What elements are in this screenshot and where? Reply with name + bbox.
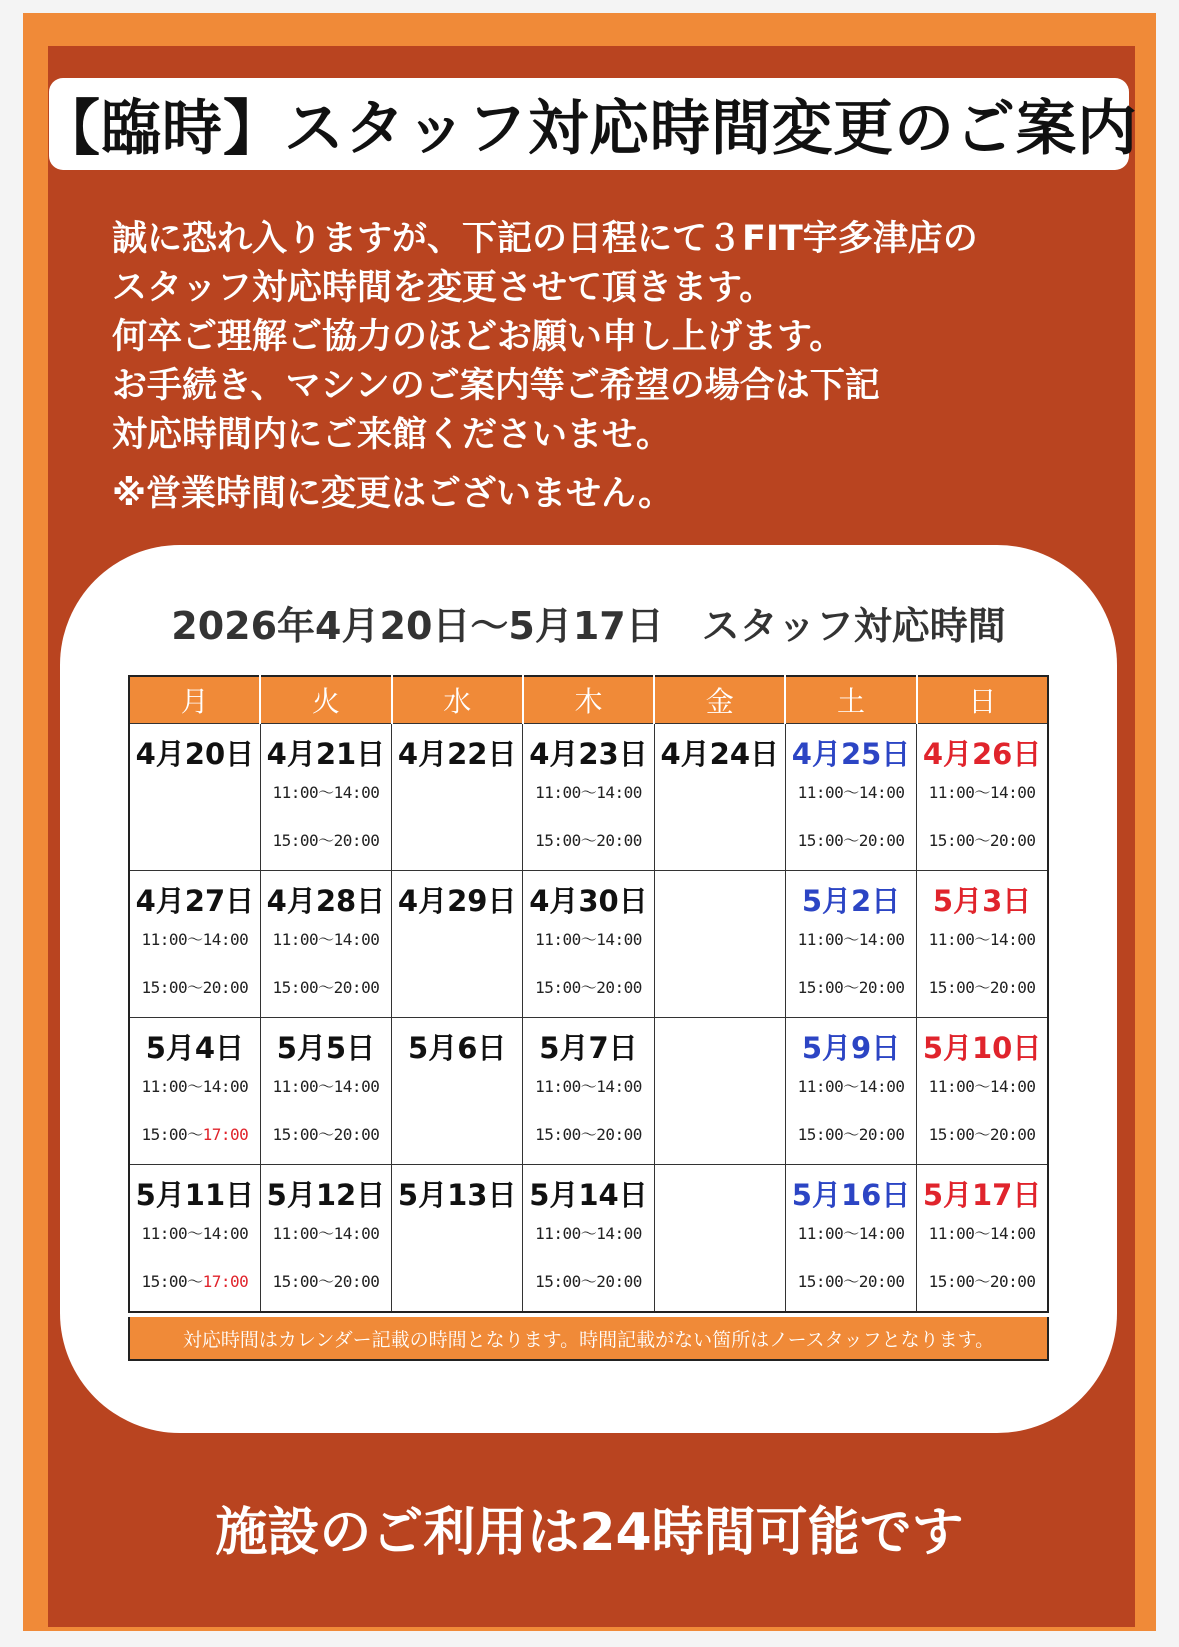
time-slot-morning: 11:00～14:00 [535,930,642,949]
time-slot-morning: 11:00～14:00 [141,930,249,949]
time-slot-afternoon [786,1126,916,1144]
time-slot-early-close: 17:00 [202,1272,249,1291]
day-date: 4月23日 [529,737,648,771]
day-date: 5月3日 [932,884,1032,918]
title-banner [40,78,1138,170]
time-slot-afternoon [261,832,391,850]
time-slot-afternoon [786,1273,916,1291]
time-slot-afternoon-start: 15:00～20:00 [272,978,380,997]
time-slot-morning: 11:00～14:00 [141,1224,249,1243]
day-date: 5月10日 [922,1031,1042,1065]
calendar-day-cell [785,1165,916,1313]
day-date: 4月27日 [135,884,255,918]
intro-line: 何卒ご理解ご協力のほどお願い申し上げます。 [112,317,845,357]
calendar-week-row [129,871,1048,1018]
calendar-day-cell [392,724,523,871]
calendar-day-cell [129,1165,260,1313]
calendar-day-cell [129,871,260,1018]
calendar-day-cell [523,871,654,1018]
weekday-thu: 木 [523,676,654,724]
time-slot-afternoon [917,832,1047,850]
time-slot-morning: 11:00～14:00 [535,1224,642,1243]
time-slot-afternoon-start: 15:00～20:00 [272,1272,380,1291]
intro-line: 対応時間内にご来館くださいませ。 [112,415,671,455]
day-date: 4月26日 [922,737,1042,771]
time-slot-morning: 11:00～14:00 [272,1224,380,1243]
time-slot-afternoon [261,1126,391,1144]
day-date: 5月12日 [266,1178,386,1212]
time-slot-afternoon-start: 15:00～20:00 [928,831,1036,850]
day-date: 4月22日 [397,737,517,771]
time-slot-afternoon-start: 15:00～20:00 [272,831,380,850]
day-date [655,879,785,919]
day-date: 5月7日 [539,1031,638,1065]
day-date: 4月25日 [791,737,911,771]
day-date: 5月16日 [791,1178,911,1212]
time-slot-morning: 11:00～14:00 [272,1077,380,1096]
time-slot-afternoon-start: 15:00～20:00 [797,978,905,997]
time-slot-afternoon-start: 15:00～20:00 [141,978,249,997]
time-slot-afternoon [917,1273,1047,1291]
calendar-day-cell [654,871,785,1018]
time-slot-afternoon-start: 15:00～20:00 [928,1272,1036,1291]
time-slot-afternoon [917,1126,1047,1144]
time-slot-morning: 11:00～14:00 [797,930,905,949]
day-date: 5月14日 [529,1178,648,1212]
day-date: 5月17日 [922,1178,1042,1212]
time-slot-afternoon [130,979,260,997]
weekday-tue: 火 [260,676,391,724]
day-date: 5月13日 [397,1178,517,1212]
time-slot-afternoon-start: 15:00～20:00 [797,1125,905,1144]
calendar-day-cell [785,871,916,1018]
intro-text [112,215,1112,519]
weekday-mon: 月 [129,676,260,724]
calendar-day-cell [523,724,654,871]
time-slot-afternoon-start: 15:00～20:00 [797,1272,905,1291]
calendar-day-cell [654,724,785,871]
calendar-day-cell [523,1165,654,1313]
time-slot-morning: 11:00～14:00 [141,1077,249,1096]
day-date [655,1026,785,1066]
intro-line: 誠に恐れ入りますが、下記の日程にて３FIT宇多津店の [112,219,978,259]
weekday-sun: 日 [917,676,1048,724]
day-date [655,1173,785,1213]
time-slot-afternoon-start: 15:00～ [141,1272,203,1291]
time-slot-afternoon [261,1273,391,1291]
time-slot-afternoon [130,1126,260,1144]
time-slot-early-close: 17:00 [202,1125,249,1144]
calendar-week-row [129,724,1048,871]
time-slot-afternoon-start: 15:00～20:00 [535,978,642,997]
page-title: 【臨時】スタッフ対応時間変更のご案内 [40,94,1138,164]
intro-line: スタッフ対応時間を変更させて頂きます。 [112,268,775,308]
time-slot-morning: 11:00～14:00 [797,1224,905,1243]
time-slot-morning: 11:00～14:00 [928,1077,1036,1096]
time-slot-morning: 11:00～14:00 [928,1224,1036,1243]
calendar-week-row [129,1018,1048,1165]
calendar-day-cell [260,724,391,871]
time-slot-morning: 11:00～14:00 [272,930,380,949]
time-slot-morning: 11:00～14:00 [535,1077,642,1096]
day-date: 4月20日 [135,737,255,771]
weekday-fri: 金 [654,676,785,724]
time-slot-afternoon [786,832,916,850]
calendar-day-cell [392,871,523,1018]
calendar-day-cell [917,1165,1048,1313]
staff-schedule-calendar [128,675,1049,1313]
time-slot-afternoon [523,1273,653,1291]
time-slot-afternoon-start: 15:00～ [141,1125,203,1144]
calendar-title: 2026年4月20日～5月17日 スタッフ対応時間 [171,604,1006,648]
day-date: 5月11日 [135,1178,255,1212]
availability-banner: 施設のご利用は24時間可能です [215,1503,964,1563]
calendar-day-cell [654,1165,785,1313]
time-slot-afternoon-start: 15:00～20:00 [928,978,1036,997]
calendar-day-cell [260,871,391,1018]
time-slot-afternoon [523,832,653,850]
calendar-day-cell [523,1018,654,1165]
day-date: 5月4日 [145,1031,245,1065]
calendar-day-cell [129,724,260,871]
time-slot-afternoon [523,979,653,997]
calendar-day-cell [260,1165,391,1313]
calendar-day-cell [392,1018,523,1165]
time-slot-morning: 11:00～14:00 [928,930,1036,949]
calendar-day-cell [392,1165,523,1313]
time-slot-afternoon-start: 15:00～20:00 [535,1272,642,1291]
calendar-day-cell [260,1018,391,1165]
calendar-day-cell [917,871,1048,1018]
time-slot-morning: 11:00～14:00 [797,783,905,802]
calendar-footer-note: 対応時間はカレンダー記載の時間となります。時間記載がない箇所はノースタッフとなります。 [128,1317,1049,1361]
time-slot-afternoon [130,1273,260,1291]
calendar-day-cell [917,1018,1048,1165]
day-date: 4月21日 [266,737,386,771]
time-slot-afternoon [261,979,391,997]
day-date: 4月28日 [266,884,386,918]
calendar-day-cell [654,1018,785,1165]
intro-line: お手続き、マシンのご案内等ご希望の場合は下記 [112,366,880,406]
time-slot-afternoon-start: 15:00～20:00 [535,1125,642,1144]
calendar-week-row [129,1165,1048,1313]
time-slot-morning: 11:00～14:00 [928,783,1036,802]
day-date: 5月6日 [408,1031,507,1065]
calendar-day-cell [917,724,1048,871]
day-date: 5月5日 [276,1031,376,1065]
calendar-day-cell [129,1018,260,1165]
time-slot-afternoon [786,979,916,997]
business-hours-note: ※営業時間に変更はございません。 [112,474,674,514]
calendar-card [60,545,1117,1433]
calendar-day-cell [785,1018,916,1165]
calendar-day-cell [785,724,916,871]
day-date: 4月24日 [660,737,780,771]
time-slot-afternoon-start: 15:00～20:00 [928,1125,1036,1144]
time-slot-morning: 11:00～14:00 [535,783,642,802]
day-date: 5月2日 [801,884,901,918]
day-date: 4月29日 [397,884,517,918]
time-slot-morning: 11:00～14:00 [272,783,380,802]
time-slot-afternoon [523,1126,653,1144]
weekday-wed: 水 [392,676,523,724]
weekday-header-row [129,676,1048,724]
time-slot-afternoon-start: 15:00～20:00 [535,831,642,850]
time-slot-morning: 11:00～14:00 [797,1077,905,1096]
day-date: 4月30日 [529,884,648,918]
time-slot-afternoon [917,979,1047,997]
weekday-sat: 土 [785,676,916,724]
time-slot-afternoon-start: 15:00～20:00 [797,831,905,850]
day-date: 5月9日 [801,1031,901,1065]
time-slot-afternoon-start: 15:00～20:00 [272,1125,380,1144]
